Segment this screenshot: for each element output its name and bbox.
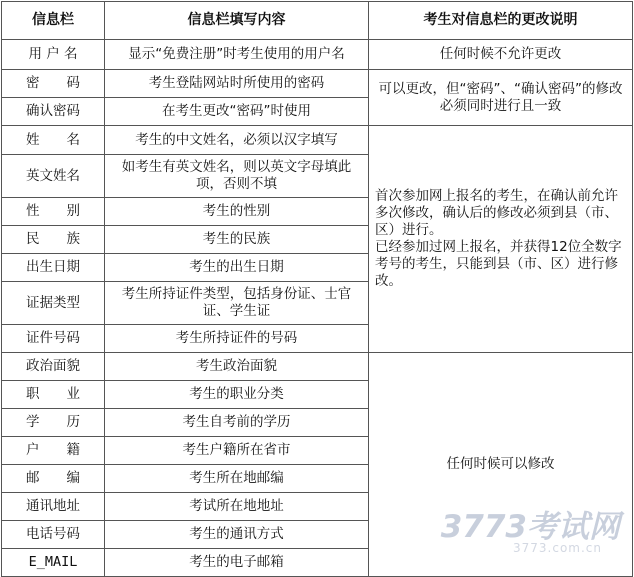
field-cell: 姓 名 [2, 126, 105, 155]
content-cell: 考生的性别 [105, 198, 369, 226]
content-cell: 考生户籍所在省市 [105, 437, 369, 465]
header-content: 信息栏填写内容 [105, 2, 369, 40]
note-returning: 已经参加过网上报名，并获得12位全数字考号的考生，只能到县（市、区）进行修改。 [375, 239, 622, 289]
field-cell: 职 业 [2, 381, 105, 409]
field-cell: 用 户 名 [2, 40, 105, 70]
field-cell: 密 码 [2, 70, 105, 98]
content-cell: 考生的通讯方式 [105, 521, 369, 549]
content-cell: 如考生有英文姓名，则以英文字母填此项，否则不填 [105, 155, 369, 198]
field-cell: 确认密码 [2, 98, 105, 126]
content-cell: 考生政治面貌 [105, 353, 369, 381]
note-cell: 任何时候不允许更改 [369, 40, 633, 70]
field-cell: E_MAIL [2, 549, 105, 577]
field-cell: 证据类型 [2, 282, 105, 325]
content-cell: 考生所在地邮编 [105, 465, 369, 493]
field-cell: 通讯地址 [2, 493, 105, 521]
field-cell: 电话号码 [2, 521, 105, 549]
table-row [2, 126, 633, 155]
content-cell: 显示“免费注册”时考生使用的用户名 [105, 40, 369, 70]
content-cell: 考生登陆网站时所使用的密码 [105, 70, 369, 98]
content-cell: 考生自考前的学历 [105, 409, 369, 437]
table-row [2, 40, 633, 70]
field-cell: 证件号码 [2, 325, 105, 353]
field-cell: 邮 编 [2, 465, 105, 493]
content-cell: 在考生更改“密码”时使用 [105, 98, 369, 126]
content-cell: 考生的民族 [105, 226, 369, 254]
info-table [1, 1, 633, 577]
content-cell: 考生所持证件的号码 [105, 325, 369, 353]
field-cell: 英文姓名 [2, 155, 105, 198]
note-first-time: 首次参加网上报名的考生，在确认前允许多次修改，确认后的修改必须到县（市、区）进行。 [375, 188, 618, 238]
note-cell: 可以更改，但“密码”、“确认密码”的修改必须同时进行且一致 [369, 70, 633, 126]
watermark-url: 3773.com.cn [513, 541, 602, 555]
content-cell: 考试所在地地址 [105, 493, 369, 521]
field-cell: 学 历 [2, 409, 105, 437]
header-notes: 考生对信息栏的更改说明 [369, 2, 633, 40]
field-cell: 民 族 [2, 226, 105, 254]
table-row [2, 353, 633, 381]
watermark-logo-text: 3773考试网 [440, 509, 620, 545]
content-cell: 考生的出生日期 [105, 254, 369, 282]
field-cell: 户 籍 [2, 437, 105, 465]
header-row [2, 2, 633, 40]
field-cell: 性 别 [2, 198, 105, 226]
content-cell: 考生的中文姓名，必须以汉字填写 [105, 126, 369, 155]
table-row [2, 70, 633, 98]
field-cell: 出生日期 [2, 254, 105, 282]
content-cell: 考生的电子邮箱 [105, 549, 369, 577]
content-cell: 考生所持证件类型，包括身份证、士官证、学生证 [105, 282, 369, 325]
header-field: 信息栏 [2, 2, 105, 40]
content-cell: 考生的职业分类 [105, 381, 369, 409]
note-cell [369, 126, 633, 353]
field-cell: 政治面貌 [2, 353, 105, 381]
note-cell: 任何时候可以修改 [369, 353, 633, 577]
